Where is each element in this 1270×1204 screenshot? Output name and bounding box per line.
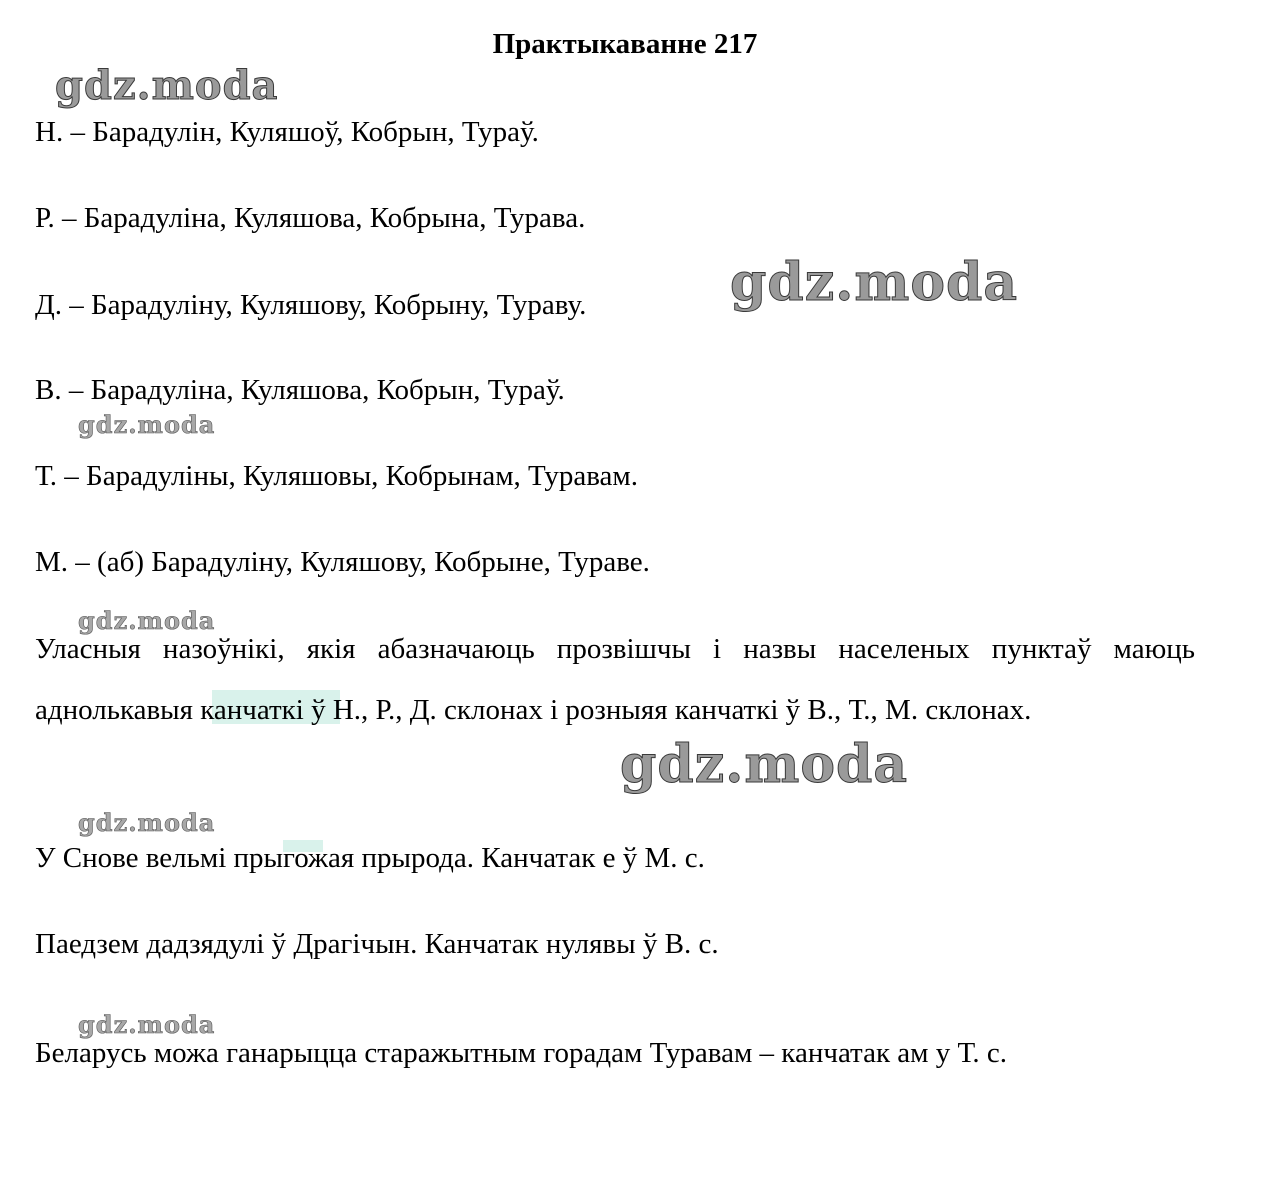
example-paragraph: Беларусь можа ганарыцца старажытным горадам Туравам – канчатак ам у Т. с. [35,1037,1007,1069]
watermark-logo: gdz.moda [78,606,216,635]
page-title: Практыкаванне 217 [492,28,758,60]
case-line-genitive: Р. – Барадуліна, Куляшова, Кобрына, Турава. [35,202,586,234]
watermark-logo: gdz.moda [78,1010,216,1039]
case-line-instrumental: Т. – Барадуліны, Куляшовы, Кобрынам, Туравам. [35,460,638,492]
rule-paragraph: Уласныя назоўнікі, якія абазначаюць прозвішчы і назвы населеных пунктаў маюць аднолькавыя канчаткі ў Н., Р., Д. склонах і розныяя канчаткі ў В., Т., М. склонах. [35,633,1195,726]
case-line-nominative: Н. – Барадулін, Куляшоў, Кобрын, Тураў. [35,116,539,148]
watermark-logo: gdz.moda [55,62,279,109]
example-line: У Снове вельмі прыгожая прырода. Канчатак е ў М. с. [35,842,705,874]
watermark-logo: gdz.moda [78,410,216,439]
case-line-accusative: В. – Барадуліна, Куляшова, Кобрын, Тураў. [35,374,565,406]
case-line-dative: Д. – Барадуліну, Куляшову, Кобрыну, Тураву. [35,289,587,321]
watermark-logo: gdz.moda [620,734,909,795]
case-line-prepositional: М. – (аб) Барадуліну, Куляшову, Кобрыне, Тураве. [35,546,650,578]
watermark-logo: gdz.moda [78,808,216,837]
example-line: Паедзем дадзядулі ў Драгічын. Канчатак нулявы ў В. с. [35,928,719,960]
watermark-logo: gdz.moda [730,252,1019,313]
